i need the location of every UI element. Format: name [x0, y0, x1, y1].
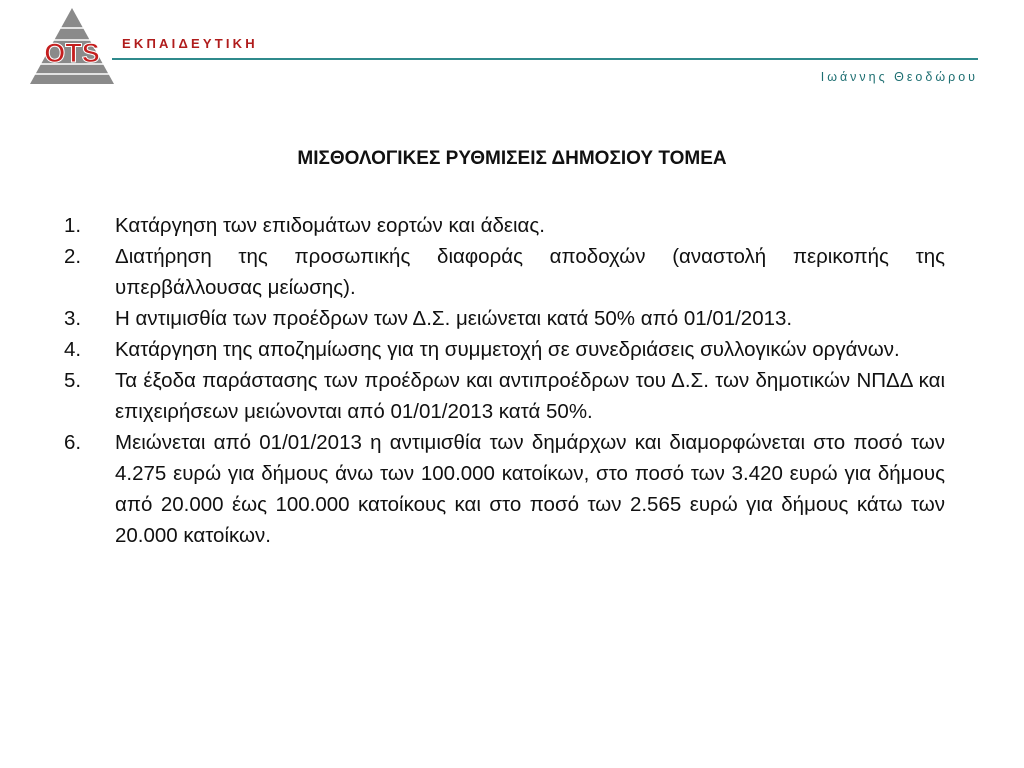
item-text: Η αντιμισθία των προέδρων των Δ.Σ. μειώνεται κατά 50% από 01/01/2013. — [115, 307, 793, 330]
item-number: 2. — [64, 245, 82, 268]
item-number: 6. — [64, 431, 82, 454]
item-number: 3. — [64, 307, 82, 330]
ots-logo — [26, 6, 118, 86]
list-item — [64, 303, 945, 334]
item-text: Διατήρηση της προσωπικής διαφοράς αποδοχών (αναστολή περικοπής της υπερβάλλουσας μείωσης). — [115, 245, 945, 299]
header-divider — [112, 58, 978, 60]
page-title: ΜΙΣΘΟΛΟΓΙΚΕΣ ΡΥΘΜΙΣΕΙΣ ΔΗΜΟΣΙΟΥ ΤΟΜΕΑ — [297, 148, 727, 169]
item-text: Κατάργηση της αποζημίωσης για τη συμμετοχή σε συνεδριάσεις συλλογικών οργάνων. — [115, 338, 900, 361]
list-item — [64, 427, 945, 551]
list-item — [64, 334, 945, 365]
item-text: Κατάργηση των επιδομάτων εορτών και άδειας. — [115, 214, 545, 237]
brand-name: ΕΚΠΑΙΔΕΥΤΙΚΗ — [122, 36, 258, 51]
item-text: Μειώνεται από 01/01/2013 η αντιμισθία των δημάρχων και διαμορφώνεται στο ποσό των 4.275 ευρώ για δήμους άνω των 100.000 κατοίκων, στο ποσό των 3.420 ευρώ για δήμους από 20.000 έως 100.000 κατοίκους και στο ποσό των 2.565 ευρώ για δήμους κάτω των 20.000 κατοίκων. — [115, 431, 945, 547]
author-name: Ιωάννης Θεοδώρου — [820, 70, 978, 84]
list-item — [64, 365, 945, 427]
item-text: Τα έξοδα παράστασης των προέδρων και αντιπροέδρων του Δ.Σ. των δημοτικών ΝΠΔΔ και επιχειρήσεων μειώνονται από 01/01/2013 κατά 50%. — [115, 369, 945, 423]
item-number: 5. — [64, 369, 82, 392]
list-item — [64, 210, 945, 241]
item-number: 1. — [64, 214, 82, 237]
list-item — [64, 241, 945, 303]
measures-list — [64, 210, 945, 551]
item-number: 4. — [64, 338, 82, 361]
logo-text: OTS — [44, 38, 100, 68]
